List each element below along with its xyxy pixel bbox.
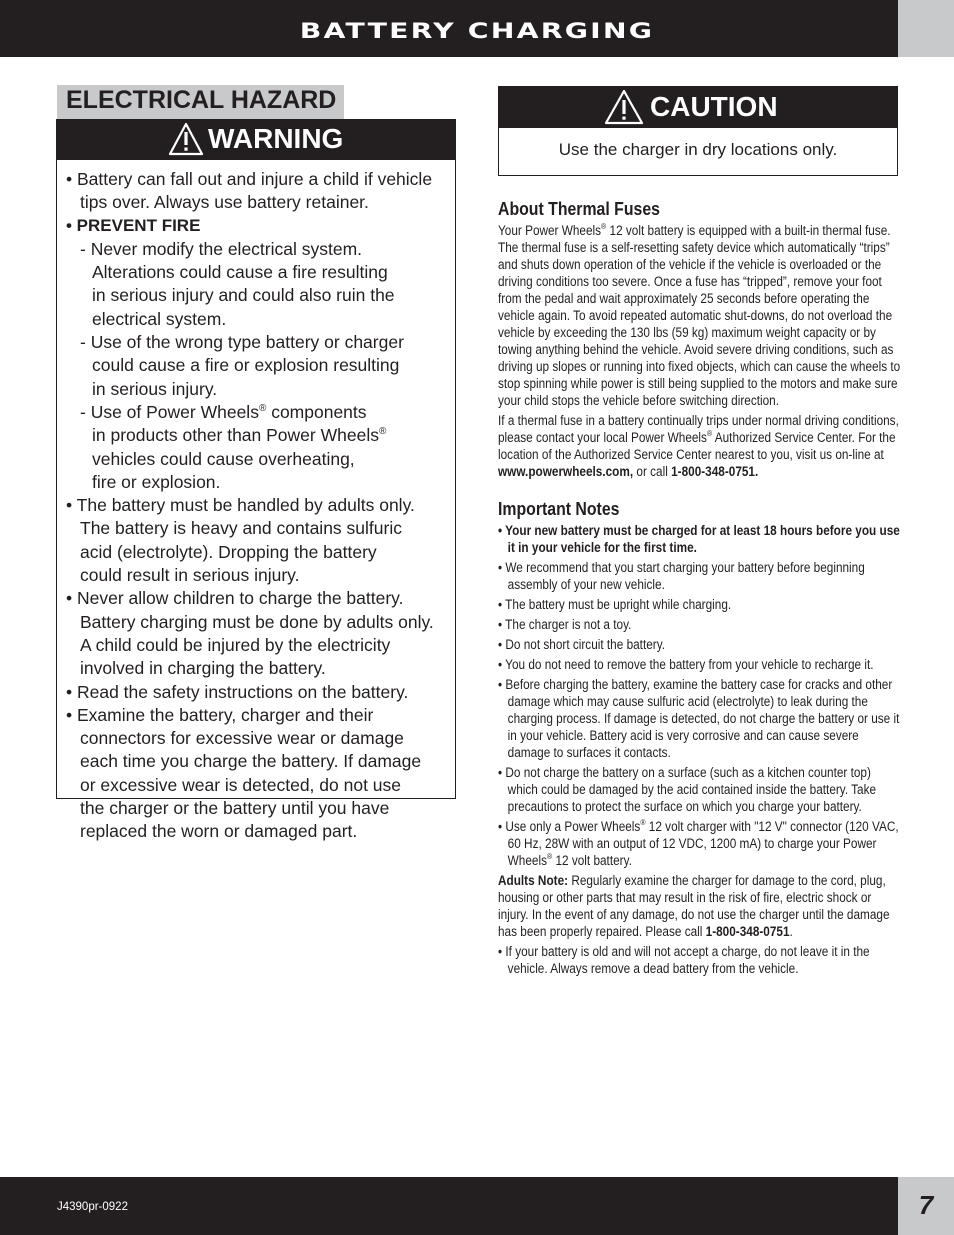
document-code: J4390pr-0922 (57, 1201, 128, 1213)
page-section-title: BATTERY CHARGING (299, 19, 655, 43)
warning-line: the charger or the battery until you have (80, 798, 390, 819)
caution-signal (604, 89, 778, 125)
warning-line: involved in charging the battery. (80, 658, 326, 679)
warning-signal (168, 122, 343, 156)
warning-line: • Never allow children to charge the battery. (66, 588, 404, 609)
note-bullet: • The charger is not a toy. (498, 617, 632, 632)
caution-triangle-icon (604, 89, 644, 125)
note-bullet: • Before charging the battery, examine the battery case for cracks and other damage which may cause sulfuric acid (electrolyte) to leak during the charging process. If damage is detected, do not charge the battery or use it in your vehicle. Battery acid is very corrosive and can cause severe damage to surfaces it contacts. (498, 677, 900, 760)
note-bullet: • The battery must be upright while charging. (498, 597, 732, 612)
warning-word: WARNING (208, 123, 344, 154)
warning-line: • Examine the battery, charger and their (66, 704, 374, 725)
warning-line: • Battery can fall out and injure a child if vehicle (66, 169, 433, 189)
warning-line: Battery charging must be done by adults only. (80, 611, 434, 632)
warning-line: • Read the safety instructions on the battery. (66, 681, 409, 702)
note-charger-bullet: • Use only a Power Wheels® 12 volt charger with "12 V" connector (120 VAC, 60 Hz, 28W with an output of 12 VDC, 1200 mA) to charge your Power Wheels® 12 volt battery. (498, 818, 899, 868)
warning-line: vehicles could cause overheating, (92, 448, 355, 469)
page-number: 7 (918, 1190, 934, 1220)
warning-line: electrical system. (92, 308, 227, 329)
warning-line: Alterations could cause a fire resulting (92, 262, 388, 283)
warning-line: connectors for excessive wear or damage (80, 728, 404, 749)
electrical-hazard-label (57, 85, 344, 119)
warning-line: in serious injury and could also ruin the (92, 285, 395, 306)
note-last-bullet: • If your battery is old and will not accept a charge, do not leave it in the vehicle. Always remove a dead battery from the vehicle. (498, 944, 870, 976)
note-bullet: • You do not need to remove the battery from your vehicle to recharge it. (498, 657, 874, 672)
warning-line: • The battery must be handled by adults only. (66, 495, 415, 516)
warning-line: • PREVENT FIRE (66, 215, 201, 235)
thermal-fuses-para-2: If a thermal fuse in a battery continually trips under normal driving conditions, please contact your local Power Wheels® Authorized Service Center. For the location of the Authorized Service Center nearest to you, visit us on-line at www.powerwheels.com, or call 1-800-348-0751. (498, 413, 899, 479)
warning-line: each time you charge the battery. If damage (80, 751, 422, 772)
warning-line: - Use of Power Wheels® components (80, 401, 367, 422)
warning-body (66, 169, 448, 845)
warning-line: replaced the worn or damaged part. (80, 821, 358, 842)
note-bullet: • We recommend that you start charging your battery before beginning assembly of your new vehicle. (498, 560, 865, 592)
adults-note: Adults Note: Regularly examine the charger for damage to the cord, plug, housing or other parts that may result in the risk of fire, electric shock or injury. In the event of any damage, do not use the charger until the damage has been properly repaired. Please call 1-800-348-0751. (498, 873, 890, 939)
warning-line: - Never modify the electrical system. (80, 238, 363, 259)
right-column (498, 198, 902, 980)
warning-line: tips over. Always use battery retainer. (80, 192, 369, 213)
caution-word: CAUTION (650, 91, 778, 122)
note-bullet: • Do not short circuit the battery. (498, 637, 665, 652)
warning-line: fire or explosion. (92, 471, 221, 492)
warning-line: could cause a fire or explosion resulting (92, 355, 400, 376)
caution-text: Use the charger in dry locations only. (558, 140, 838, 159)
warning-line: or excessive wear is detected, do not use (80, 774, 402, 795)
hazard-label-text: ELECTRICAL HAZARD (66, 86, 337, 114)
warning-line: could result in serious injury. (80, 565, 300, 586)
warning-line: in products other than Power Wheels® (92, 425, 387, 446)
warning-line: - Use of the wrong type battery or charger (80, 332, 404, 353)
warning-line: A child could be injured by the electricity (80, 634, 391, 655)
header-tab (898, 0, 954, 57)
footer-bar (0, 1177, 898, 1235)
website-link: www.powerwheels.com, (498, 464, 634, 479)
thermal-fuses-para-1: Your Power Wheels® 12 volt battery is equipped with a built-in thermal fuse. The thermal fuse is a self-resetting safety device which automatically “trips” and shuts down operation of the vehicle if the vehicle is overloaded or the driving conditions too severe. Once a fuse has “tripped”, remove your foot from the pedal and wait approximately 25 seconds before operating the vehicle again. To avoid repeated automatic shut-downs, do not overload the vehicle by exceeding the 130 lbs (59 kg) maximum weight capacity or by towing anything behind the vehicle. Avoid severe driving conditions, such as driving up slopes or running into fixed objects, which can cause the wheels to stop spinning while power is still being supplied to the motors and make sure your child stops the vehicle before switching direction. (498, 222, 901, 408)
warning-line: in serious injury. (92, 378, 218, 399)
note-bold-bullet: • Your new battery must be charged for at least 18 hours before you use it in your vehicle for the first time. (498, 523, 900, 555)
important-notes-heading: Important Notes (498, 499, 620, 519)
phone-number: 1-800-348-0751. (671, 464, 759, 479)
warning-triangle-icon (168, 122, 204, 156)
thermal-fuses-heading: About Thermal Fuses (498, 199, 660, 219)
warning-line: The battery is heavy and contains sulfuric (80, 518, 402, 539)
warning-line: acid (electrolyte). Dropping the battery (80, 541, 377, 562)
note-bullet: • Do not charge the battery on a surface (such as a kitchen counter top) which could be damaged by the acid contained inside the battery. Take precautions to protect the surface on which you charge your battery. (498, 765, 877, 814)
notes-list (498, 559, 903, 815)
